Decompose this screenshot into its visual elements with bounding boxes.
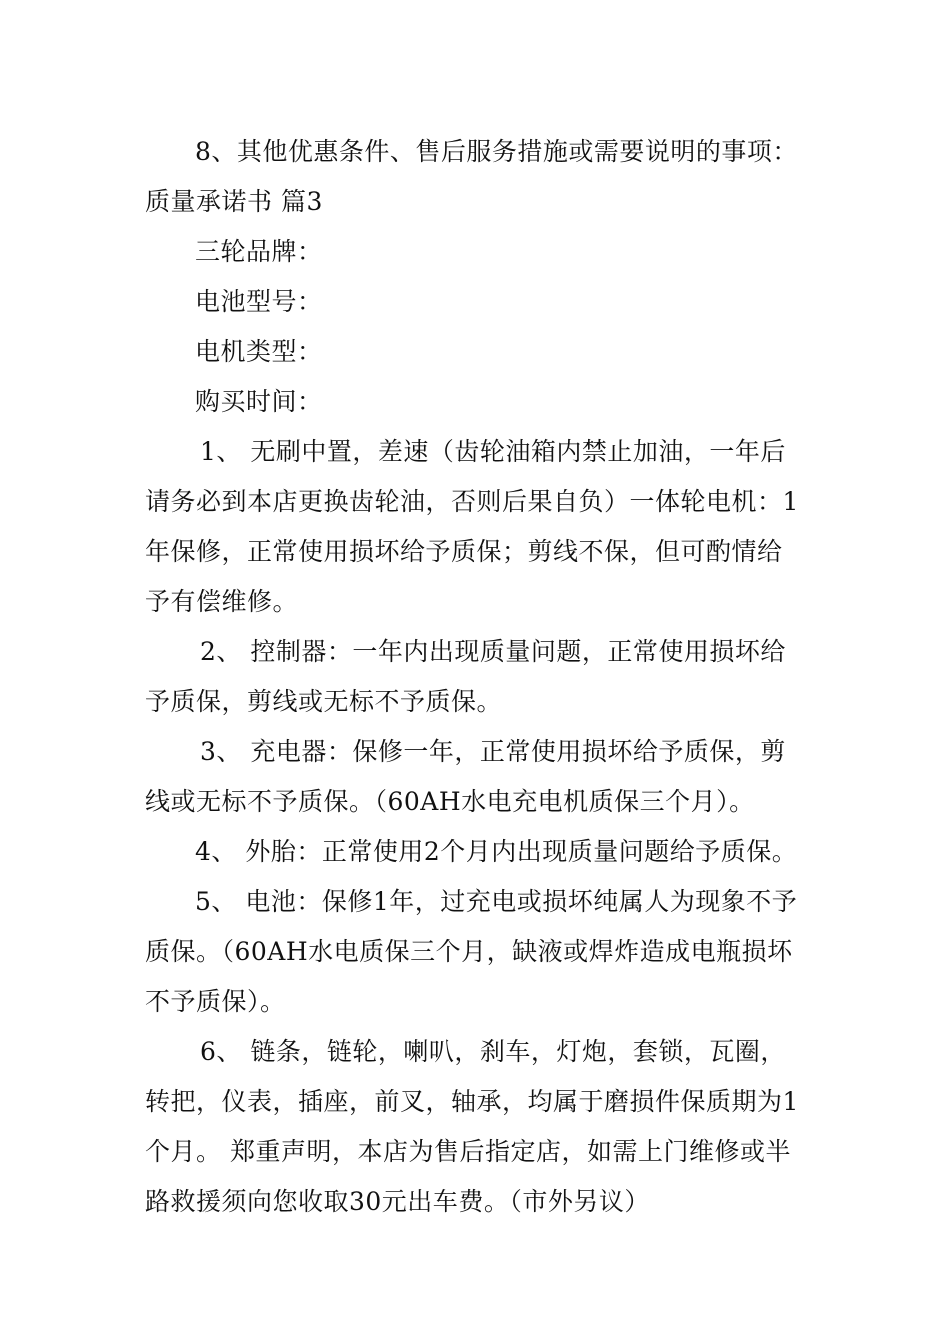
clause-1-line-3: 年保修，正常使用损坏给予质保；剪线不保，但可酌情给	[145, 537, 783, 566]
clause-1-line-4: 予有偿维修。	[145, 587, 299, 616]
clause-6-line-2: 转把，仪表，插座，前叉，轴承，均属于磨损件保质期为1	[145, 1087, 799, 1116]
section-title: 质量承诺书 篇3	[145, 187, 323, 216]
field-battery-model: 电池型号：	[195, 287, 323, 316]
clause-3-line-1: 3、 充电器：保修一年，正常使用损坏给予质保，剪	[200, 737, 786, 766]
clause-2-line-1: 2、 控制器：一年内出现质量问题，正常使用损坏给	[200, 637, 786, 666]
clause-5-line-2: 质保。（60AH水电质保三个月，缺液或焊炸造成电瓶损坏	[145, 937, 793, 966]
paragraph-item-8: 8、其他优惠条件、售后服务措施或需要说明的事项：	[195, 137, 798, 166]
clause-4: 4、 外胎：正常使用2个月内出现质量问题给予质保。	[195, 837, 798, 866]
document-page	[145, 127, 810, 1227]
clause-5-line-1: 5、 电池：保修1年，过充电或损坏纯属人为现象不予	[195, 887, 798, 916]
field-purchase-time: 购买时间：	[195, 387, 323, 416]
clause-3-line-2: 线或无标不予质保。（60AH水电充电机质保三个月）。	[145, 787, 755, 816]
clause-1-line-1: 1、 无刷中置，差速（齿轮油箱内禁止加油，一年后	[200, 437, 786, 466]
clause-6-line-4: 路救援须向您收取30元出车费。（市外另议）	[145, 1187, 650, 1216]
clause-5-line-3: 不予质保）。	[145, 987, 286, 1016]
field-motor-type: 电机类型：	[195, 337, 323, 366]
clause-6-line-1: 6、 链条，链轮，喇叭，刹车，灯炮，套锁，瓦圈，	[200, 1037, 786, 1066]
clause-2-line-2: 予质保，剪线或无标不予质保。	[145, 687, 503, 716]
clause-1-line-2: 请务必到本店更换齿轮油，否则后果自负）一体轮电机：1	[145, 487, 799, 516]
clause-6-line-3: 个月。 郑重声明，本店为售后指定店，如需上门维修或半	[145, 1137, 791, 1166]
field-brand: 三轮品牌：	[195, 237, 323, 266]
